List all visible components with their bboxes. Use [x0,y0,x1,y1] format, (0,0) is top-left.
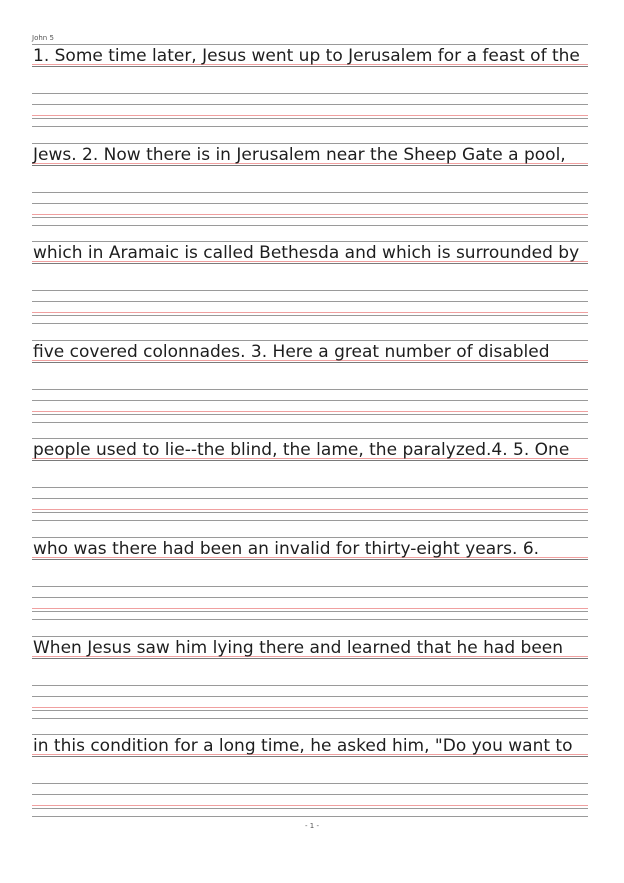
text-line: 1. Some time later, Jesus went up to Jerusalem for a feast of the [33,46,580,66]
guide-rule [32,323,588,324]
guide-rule [32,805,588,806]
guide-rule [32,718,588,719]
guide-rule [32,203,588,204]
guide-rule [32,597,588,598]
guide-rule [32,808,588,809]
guide-rule [32,93,588,94]
guide-rule [32,118,588,119]
guide-rule [32,44,588,45]
guide-rule [32,411,588,412]
guide-rule [32,362,588,363]
guide-rule [32,658,588,659]
guide-rule [32,165,588,166]
guide-rule [32,225,588,226]
guide-rule [32,707,588,708]
page-header-reference: John 5 [32,34,54,42]
text-line: When Jesus saw him lying there and learned that he had been [33,638,564,658]
guide-rule [32,214,588,215]
text-line: Jews. 2. Now there is in Jerusalem near the Sheep Gate a pool, [33,145,566,165]
guide-rule [32,241,588,242]
guide-rule [32,636,588,637]
guide-rule [32,389,588,390]
text-line: five covered colonnades. 3. Here a great number of disabled [33,342,550,362]
text-line: people used to lie--the blind, the lame, the paralyzed.4. 5. One [33,440,570,460]
guide-rule [32,794,588,795]
guide-rule [32,290,588,291]
guide-rule [32,512,588,513]
guide-rule [32,143,588,144]
guide-rule [32,340,588,341]
guide-rule [32,414,588,415]
guide-rule [32,734,588,735]
guide-rule [32,685,588,686]
text-line: in this condition for a long time, he asked him, "Do you want to [33,736,573,756]
guide-rule [32,608,588,609]
guide-rule [32,315,588,316]
guide-rule [32,104,588,105]
guide-rule [32,783,588,784]
guide-rule [32,537,588,538]
guide-rule [32,487,588,488]
text-line: which in Aramaic is called Bethesda and which is surrounded by [33,243,580,263]
guide-rule [32,619,588,620]
guide-rule [32,756,588,757]
guide-rule [32,816,588,817]
guide-rule [32,586,588,587]
guide-rule [32,509,588,510]
guide-rule [32,192,588,193]
text-line: who was there had been an invalid for thirty-eight years. 6. [33,539,540,559]
page-number: - 1 - [305,822,319,830]
guide-rule [32,126,588,127]
guide-rule [32,520,588,521]
guide-rule [32,263,588,264]
guide-rule [32,559,588,560]
guide-rule [32,710,588,711]
guide-rule [32,422,588,423]
guide-rule [32,498,588,499]
guide-rule [32,301,588,302]
guide-rule [32,611,588,612]
guide-rule [32,66,588,67]
guide-rule [32,696,588,697]
guide-rule [32,115,588,116]
guide-rule [32,312,588,313]
guide-rule [32,400,588,401]
guide-rule [32,438,588,439]
guide-rule [32,460,588,461]
guide-rule [32,217,588,218]
